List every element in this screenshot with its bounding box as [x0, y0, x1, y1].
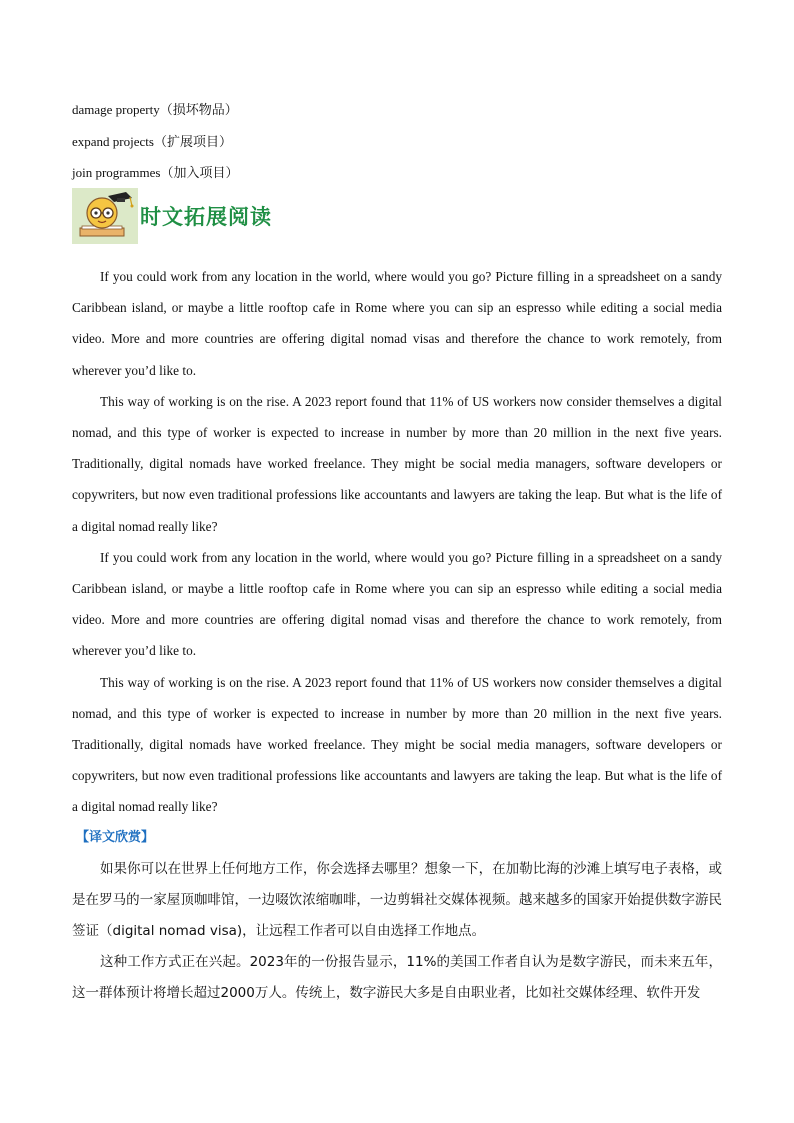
translation-paragraph: 这种工作方式正在兴起。2023年的一份报告显示，11%的美国工作者自认为是数字游民，而未来五年，这一群体预计将增长超过2000万人。传统上，数字游民大多是自由职业者，比如社交媒体经理、软件开发 [72, 954, 722, 1001]
cartoon-graduate-icon [72, 188, 138, 244]
english-paragraph: This way of working is on the rise. A 2023 report found that 11% of US workers now consider themselves a digital nomad, and this type of worker is expected to increase in number by more than 20 million in the next five years. Traditionally, digital nomads have worked freelance. They might be social media managers, software developers or copywriters, but now even traditional professions like accountants and lawyers are taking the leap. But what is the life of a digital nomad really like? [72, 674, 722, 815]
english-paragraph: This way of working is on the rise. A 2023 report found that 11% of US workers now consider themselves a digital nomad, and this type of worker is expected to increase in number by more than 20 million in the next five years. Traditionally, digital nomads have worked freelance. They might be social media managers, software developers or copywriters, but now even traditional professions like accountants and lawyers are taking the leap. But what is the life of a digital nomad really like? [72, 393, 722, 534]
english-paragraph: If you could work from any location in the world, where would you go? Picture filling in a spreadsheet on a sandy Caribbean island, or maybe a little rooftop cafe in Rome where you can sip an espresso while editing a social media video. More and more countries are offering digital nomad visas and therefore the chance to work remotely, from wherever you’d like to. [72, 549, 722, 659]
section-banner [72, 187, 272, 245]
english-passage [72, 261, 722, 823]
section-title: 时文拓展阅读 [140, 205, 272, 229]
chinese-translation [72, 854, 722, 1009]
vocab-item: join programmes（加入项目） [72, 165, 239, 180]
translation-heading: 【译文欣赏】 [76, 830, 155, 845]
vocab-item: expand projects（扩展项目） [72, 134, 232, 149]
english-paragraph: If you could work from any location in the world, where would you go? Picture filling in a spreadsheet on a sandy Caribbean island, or maybe a little rooftop cafe in Rome where you can sip an espresso while editing a social media video. More and more countries are offering digital nomad visas and therefore the chance to work remotely, from wherever you’d like to. [72, 269, 722, 378]
translation-paragraph: 如果你可以在世界上任何地方工作，你会选择去哪里？想象一下，在加勒比海的沙滩上填写电子表格，或是在罗马的一家屋顶咖啡馆，一边啜饮浓缩咖啡，一边剪辑社交媒体视频。越来越多的国家开始提供数字游民签证（digital nomad visa)，让远程工作者可以自由选择工作地点。 [72, 861, 722, 939]
vocab-item: damage property（损坏物品） [72, 102, 238, 117]
